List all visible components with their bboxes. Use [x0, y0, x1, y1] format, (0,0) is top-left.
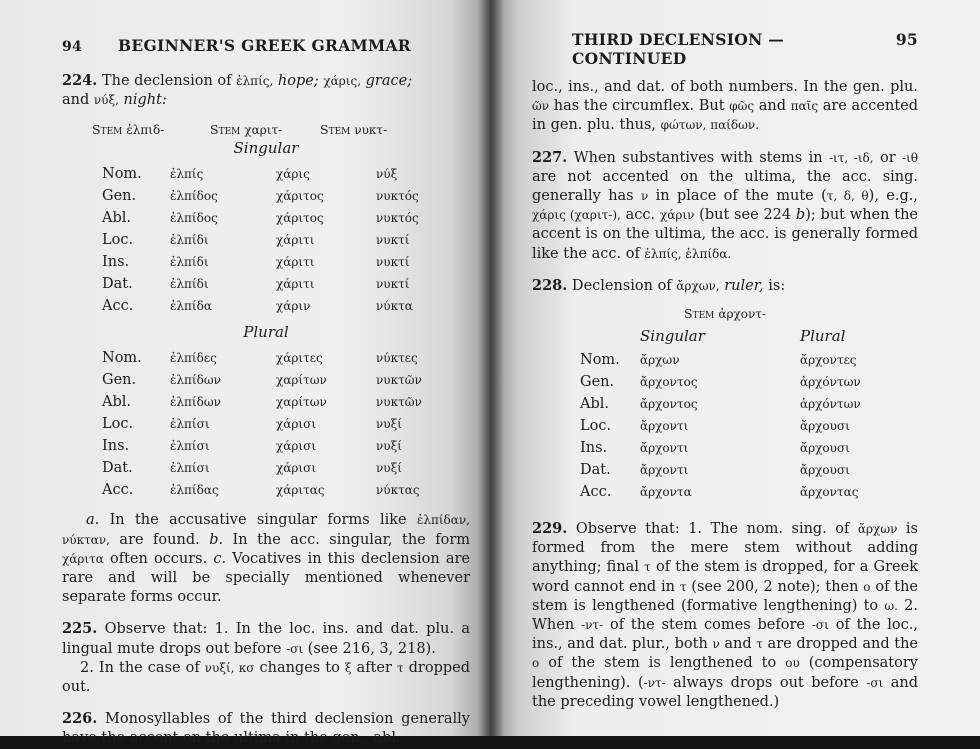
page-number-left: 94: [62, 39, 83, 55]
declension-row: [532, 415, 861, 437]
left-running-head: [62, 36, 470, 55]
declension-row: [62, 435, 422, 457]
case-label: Ins.: [580, 440, 608, 457]
form-plural: ἄρχοντες: [800, 353, 857, 368]
gloss: night:: [123, 92, 167, 109]
right-running-head: [532, 30, 918, 68]
form-nux: νυξί: [376, 461, 402, 476]
form-nux: νυκτός: [376, 211, 419, 226]
form-elpis: ἐλπίσι: [170, 439, 210, 454]
book-gutter: [478, 0, 504, 736]
form-charis: χαρίτων: [276, 373, 327, 388]
right-page: [490, 0, 980, 736]
declension-row: [62, 413, 422, 435]
stem-header: Stem ἐλπιδ-: [92, 122, 165, 138]
case-label: Acc.: [102, 482, 134, 499]
form-charis: χάρισι: [276, 417, 317, 432]
running-head-title-left: BEGINNER'S GREEK GRAMMAR: [118, 36, 411, 55]
form-singular: ἄρχων: [640, 353, 680, 368]
stem-headers: [92, 122, 470, 137]
case-label: Nom.: [102, 166, 142, 183]
form-singular: ἄρχοντος: [640, 375, 698, 390]
form-elpis: ἐλπίδι: [170, 233, 209, 248]
paragraph-226: 226. Monosyllables of the third declension generally have the accent on the ultima in the gen., abl.,: [62, 710, 470, 747]
para-number: 224.: [62, 72, 98, 89]
case-label: Abl.: [102, 210, 131, 227]
greek-word: χάρις,: [323, 74, 362, 88]
form-charis: χάρις: [276, 167, 310, 182]
page-number-right: 95: [895, 30, 918, 49]
gloss: hope;: [277, 73, 319, 89]
gloss: grace;: [365, 73, 413, 89]
declension-row: [532, 393, 861, 415]
archon-table: [532, 349, 861, 503]
declension-row: [62, 391, 422, 413]
form-singular: ἄρχοντα: [640, 485, 692, 500]
case-label: Gen.: [580, 374, 615, 391]
case-label: Dat.: [580, 462, 611, 479]
form-nux: νυκτί: [376, 277, 410, 292]
case-label: Loc.: [102, 416, 134, 433]
stem-header: Stem νυκτ-: [320, 122, 388, 138]
greek-word: νύξ,: [93, 93, 119, 108]
form-charis: χάριτος: [276, 211, 324, 226]
paragraph-227: 227. When substantives with stems in -ιτ, -ιδ, or -ιθ are not accented on the ultima, the acc. sing. generally has ν in place of the mute (τ, δ, θ), e.g., χάρις (χαριτ-), acc. χάριν (but see 224 b); but when the accent is on the ultima, the acc. is generally formed like the acc. of ἐλπίς, ἐλπίδα.: [532, 148, 918, 262]
plural-heading-right: Plural: [800, 327, 846, 346]
case-label: Ins.: [102, 438, 130, 455]
declension-row: [62, 251, 419, 273]
paragraph-229: 229. Observe that: 1. The nom. sing. of ἄρχων is formed from the mere stem without adding anything; final τ of the stem is dropped, for a Greek word cannot end in τ (see 200, 2 note); then ο of the stem is lengthened (formative lengthening) to ω. 2. When -ντ- of the stem comes before -σι of the loc., ins., and dat. plur., both ν and τ are dropped and the ο of the stem is lengthened to ου (compensatory lengthening). (-ντ- always drops out before -σι and the preceding vowel lengthened.): [532, 520, 919, 710]
form-charis: χάριτι: [276, 277, 315, 292]
declension-row: [62, 273, 419, 295]
form-elpis: ἐλπίδος: [170, 211, 218, 226]
case-label: Dat.: [102, 276, 133, 293]
form-charis: χάριτι: [276, 255, 315, 270]
form-nux: νύξ: [376, 167, 398, 182]
form-plural: ἄρχουσι: [800, 419, 850, 434]
form-elpis: ἐλπίδι: [170, 255, 209, 270]
form-charis: χάριν: [276, 299, 311, 314]
case-label: Loc.: [580, 418, 612, 435]
note-224a: a. In the accusative singular forms like ἐλπίδαν, νύκταν, are found. b. In the acc. singular, the form χάριτα often occurs. c. Vocatives in this declension are rare and will be specially mentioned whenever separate forms occur.: [62, 512, 470, 606]
singular-heading: Singular: [233, 139, 299, 158]
declension-row: [532, 437, 861, 459]
declension-row: [62, 369, 422, 391]
form-elpis: ἐλπίσι: [170, 461, 210, 476]
left-page: [0, 0, 490, 747]
singular-heading-right: Singular: [640, 327, 705, 346]
form-charis: χάρισι: [276, 461, 317, 476]
case-label: Ins.: [102, 254, 130, 271]
form-singular: ἄρχοντι: [640, 463, 689, 478]
form-nux: νυκτί: [376, 255, 410, 270]
declension-row: [532, 371, 861, 393]
form-elpis: ἐλπίδες: [170, 351, 217, 366]
form-nux: νυκτῶν: [376, 395, 422, 410]
form-elpis: ἐλπίδων: [170, 395, 221, 410]
form-elpis: ἐλπίδι: [170, 277, 209, 292]
text-run: and: [62, 92, 90, 109]
plural-heading: Plural: [243, 323, 289, 342]
case-label: Gen.: [102, 188, 137, 205]
form-elpis: ἐλπίσι: [170, 417, 210, 432]
case-label: Gen.: [102, 372, 137, 389]
form-nux: νυξί: [376, 439, 402, 454]
form-nux: νυκτί: [376, 233, 410, 248]
text-run: The declension of: [97, 73, 237, 89]
form-nux: νυκτῶν: [376, 373, 422, 388]
case-label: Loc.: [102, 232, 134, 249]
form-plural: ἀρχόντων: [800, 397, 861, 412]
form-singular: ἄρχοντι: [640, 419, 689, 434]
form-nux: νύκτας: [376, 483, 420, 498]
form-nux: νυκτός: [376, 189, 419, 204]
declension-row: [62, 185, 419, 207]
case-label: Nom.: [580, 352, 620, 369]
form-elpis: ἐλπίδων: [170, 373, 221, 388]
form-singular: ἄρχοντος: [640, 397, 698, 412]
form-charis: χάριτι: [276, 233, 315, 248]
form-singular: ἄρχοντι: [640, 441, 689, 456]
paragraph-224: [62, 71, 470, 110]
declension-row: [62, 163, 419, 185]
declension-row: [532, 349, 861, 371]
declension-row: [62, 207, 419, 229]
running-head-title-right: THIRD DECLENSION — CONTINUED: [572, 30, 785, 68]
case-label: Abl.: [102, 394, 131, 411]
declension-row: [62, 229, 419, 251]
declension-row: [62, 457, 422, 479]
singular-table: [62, 163, 419, 317]
stem-line: Stem ἀρχοντ-: [684, 306, 766, 322]
case-label: Acc.: [580, 484, 612, 501]
form-plural: ἄρχουσι: [800, 441, 850, 456]
case-label: Dat.: [102, 460, 133, 477]
plural-table: [62, 347, 422, 501]
paragraph-226-continued: loc., ins., and dat. of both numbers. In the gen. plu. ῶν has the circumflex. But φῶς and παῖς are accented in gen. plu. thus, φώτων, παίδων.: [532, 79, 919, 134]
case-label: Abl.: [580, 396, 609, 413]
form-nux: νυξί: [376, 417, 402, 432]
declension-row: [62, 347, 422, 369]
case-label: Acc.: [102, 298, 134, 315]
form-charis: χαρίτων: [276, 395, 327, 410]
paragraph-228: 228. Declension of ἄρχων, ruler, is:: [532, 276, 786, 294]
form-elpis: ἐλπίδος: [170, 189, 218, 204]
form-nux: νύκτες: [376, 351, 418, 366]
declension-row: [62, 295, 419, 317]
form-plural: ἄρχουσι: [800, 463, 850, 478]
column-headings: [532, 327, 918, 345]
form-plural: ἄρχοντας: [800, 485, 859, 500]
form-charis: χάριτας: [276, 483, 325, 498]
paragraph-225: 225. Observe that: 1. In the loc. ins. and dat. plu. a lingual mute drops out before -σι (see 216, 3, 218). 2. In the case of νυξί, κσ changes to ξ after τ dropped out.: [62, 620, 471, 696]
form-charis: χάριτος: [276, 189, 324, 204]
declension-row: [532, 481, 861, 503]
form-nux: νύκτα: [376, 299, 413, 314]
greek-word: ἐλπίς,: [236, 74, 274, 88]
form-charis: χάρισι: [276, 439, 317, 454]
form-plural: ἀρχόντων: [800, 375, 861, 390]
form-charis: χάριτες: [276, 351, 323, 366]
case-label: Nom.: [102, 350, 142, 367]
declension-row: [62, 479, 422, 501]
declension-row: [532, 459, 861, 481]
form-elpis: ἐλπίδα: [170, 299, 212, 314]
form-elpis: ἐλπίς: [170, 167, 204, 182]
stem-header: Stem χαριτ-: [210, 122, 283, 138]
form-elpis: ἐλπίδας: [170, 483, 219, 498]
